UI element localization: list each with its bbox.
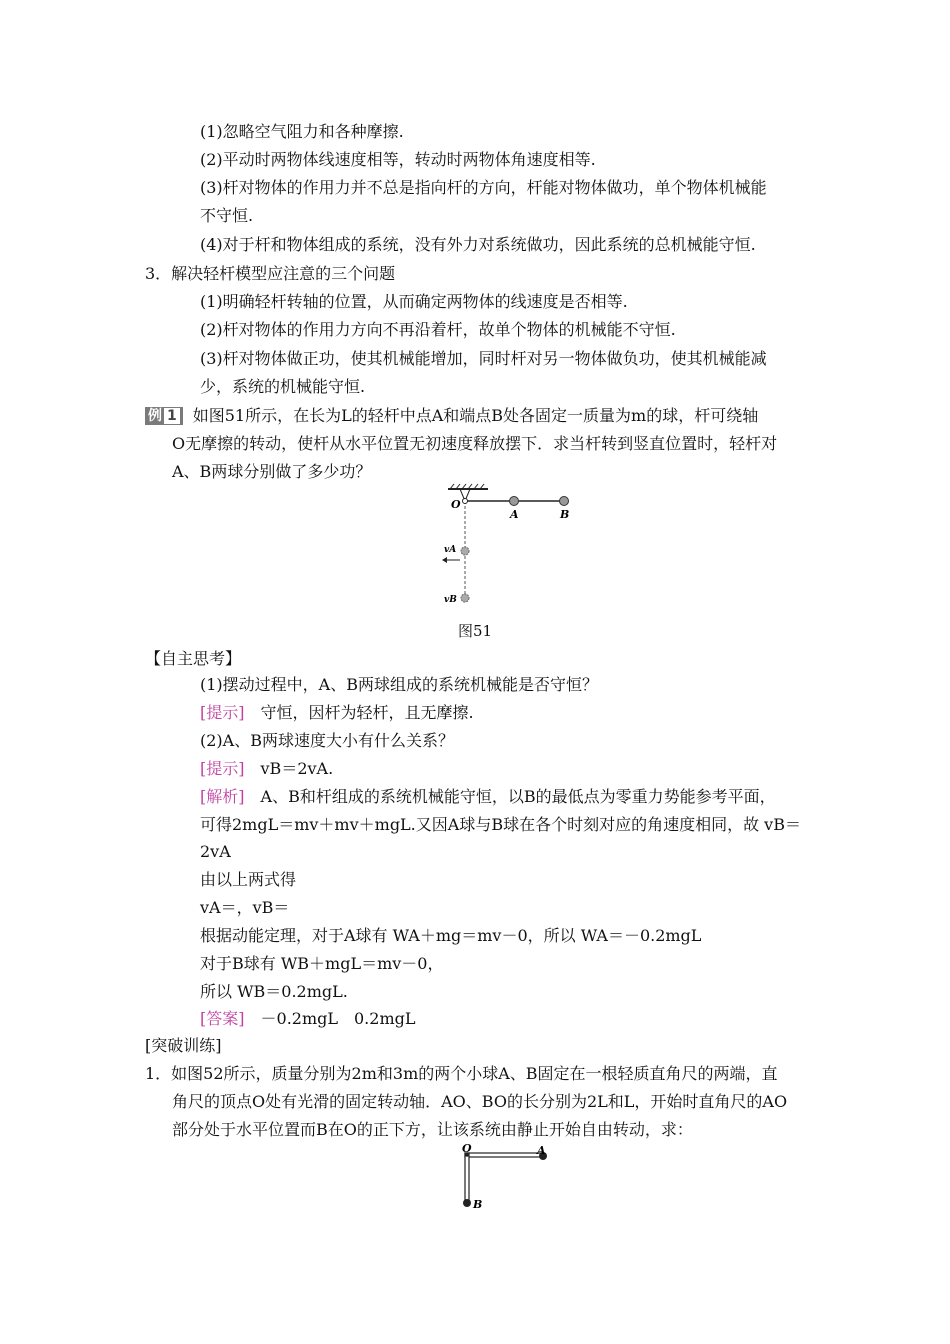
- self-think-q1: (1)摆动过程中，A、B两球组成的系统机械能是否守恒？: [200, 675, 598, 694]
- self-think-a2: [提示] vB＝2vA.: [200, 759, 334, 778]
- label-vb: vB: [444, 595, 457, 605]
- label-va: vA: [444, 545, 457, 555]
- section-3-title: 3．解决轻杆模型应注意的三个问题: [145, 264, 396, 283]
- analysis-line-5: vA＝，vB＝: [200, 898, 290, 917]
- figure-52: [455, 1142, 565, 1217]
- training-line-2: 角尺的顶点O处有光滑的固定转动轴．AO、BO的长分别为2L和L，开始时直角尺的AO: [172, 1092, 788, 1111]
- label-a: A: [510, 508, 519, 521]
- ball-a-bottom: [461, 547, 469, 555]
- label-b-52: B: [473, 1198, 483, 1211]
- ruler-vertical: [465, 1153, 469, 1203]
- example-line-1: 例 1 如图51所示，在长为L的轻杆中点A和端点B处各固定一质量为m的球，杆可绕轴: [145, 404, 758, 428]
- self-think-a1: [提示] 守恒，因杆为轻杆，且无摩擦.: [200, 703, 474, 722]
- hint-label: [提示]: [200, 759, 245, 778]
- analysis-line-7: 对于B球有 WB＋mgL＝mv－0，: [200, 954, 444, 973]
- label-o: O: [451, 498, 461, 511]
- intro-point-3-cont: 不守恒.: [200, 206, 254, 225]
- intro-point-4: (4)对于杆和物体组成的系统，没有外力对系统做功，因此系统的总机械能守恒.: [200, 235, 756, 254]
- section-3-item-3: (3)杆对物体做正功，使其机械能增加，同时杆对另一物体做负功，使其机械能减: [200, 349, 767, 368]
- ball-a: [510, 497, 519, 506]
- self-think-title: 【自主思考】: [145, 649, 242, 668]
- intro-point-2: (2)平动时两物体线速度相等，转动时两物体角速度相等.: [200, 150, 596, 169]
- training-title: [突破训练]: [145, 1036, 222, 1055]
- ruler-horizontal: [465, 1153, 543, 1157]
- training-line-3: 部分处于水平位置而B在O的正下方，让该系统由静止开始自由转动，求：: [172, 1120, 693, 1139]
- analysis-line-8: 所以 WB＝0.2mgL.: [200, 982, 348, 1001]
- section-3-item-2: (2)杆对物体的作用力方向不再沿着杆，故单个物体的机械能不守恒.: [200, 320, 676, 339]
- analysis-line-3: 2vA: [200, 842, 231, 861]
- velocity-arrowhead-a: [442, 557, 447, 563]
- label-o-52: O: [462, 1142, 472, 1155]
- ball-b-bottom: [461, 594, 469, 602]
- figure-51-caption: 图51: [457, 622, 493, 640]
- self-think-q2: (2)A、B两球速度大小有什么关系？: [200, 731, 454, 750]
- intro-point-1: (1)忽略空气阻力和各种摩擦.: [200, 122, 404, 141]
- example-line-3: A、B两球分别做了多少功？: [172, 462, 372, 481]
- intro-point-3: (3)杆对物体的作用力并不总是指向杆的方向，杆能对物体做功，单个物体机械能: [200, 178, 767, 197]
- pivot-o: [463, 499, 468, 504]
- figure-51: [430, 480, 590, 610]
- hint-label: [提示]: [200, 703, 245, 722]
- analysis-line-1: [解析] A、B和杆组成的系统机械能守恒，以B的最低点为零重力势能参考平面，: [200, 787, 776, 806]
- analysis-line-6: 根据动能定理，对于A球有 WA＋mg＝mv－0，所以 WA＝－0.2mgL: [200, 926, 702, 945]
- label-b: B: [560, 508, 570, 521]
- example-badge: 例 1: [145, 407, 183, 425]
- section-3-item-1: (1)明确轻杆转轴的位置，从而确定两物体的线速度是否相等.: [200, 292, 628, 311]
- analysis-label: [解析]: [200, 787, 245, 806]
- analysis-line-4: 由以上两式得: [200, 870, 297, 889]
- example-line-2: O无摩擦的转动，使杆从水平位置无初速度释放摆下．求当杆转到竖直位置时，轻杆对: [172, 434, 778, 453]
- analysis-line-2: 可得2mgL＝mv＋mv＋mgL.又因A球与B球在各个时刻对应的角速度相同，故 vB＝: [200, 815, 801, 834]
- answer-label: [答案]: [200, 1009, 245, 1028]
- label-a-52: A: [537, 1144, 546, 1157]
- training-line-1: 1．如图52所示，质量分别为2m和3m的两个小球A、B固定在一根轻质直角尺的两端，直: [145, 1064, 778, 1083]
- answer-line: [答案] －0.2mgL 0.2mgL: [200, 1009, 416, 1028]
- ball-b: [560, 497, 569, 506]
- section-3-item-3-cont: 少，系统的机械能守恒.: [200, 377, 366, 396]
- ball-b-52: [463, 1199, 471, 1207]
